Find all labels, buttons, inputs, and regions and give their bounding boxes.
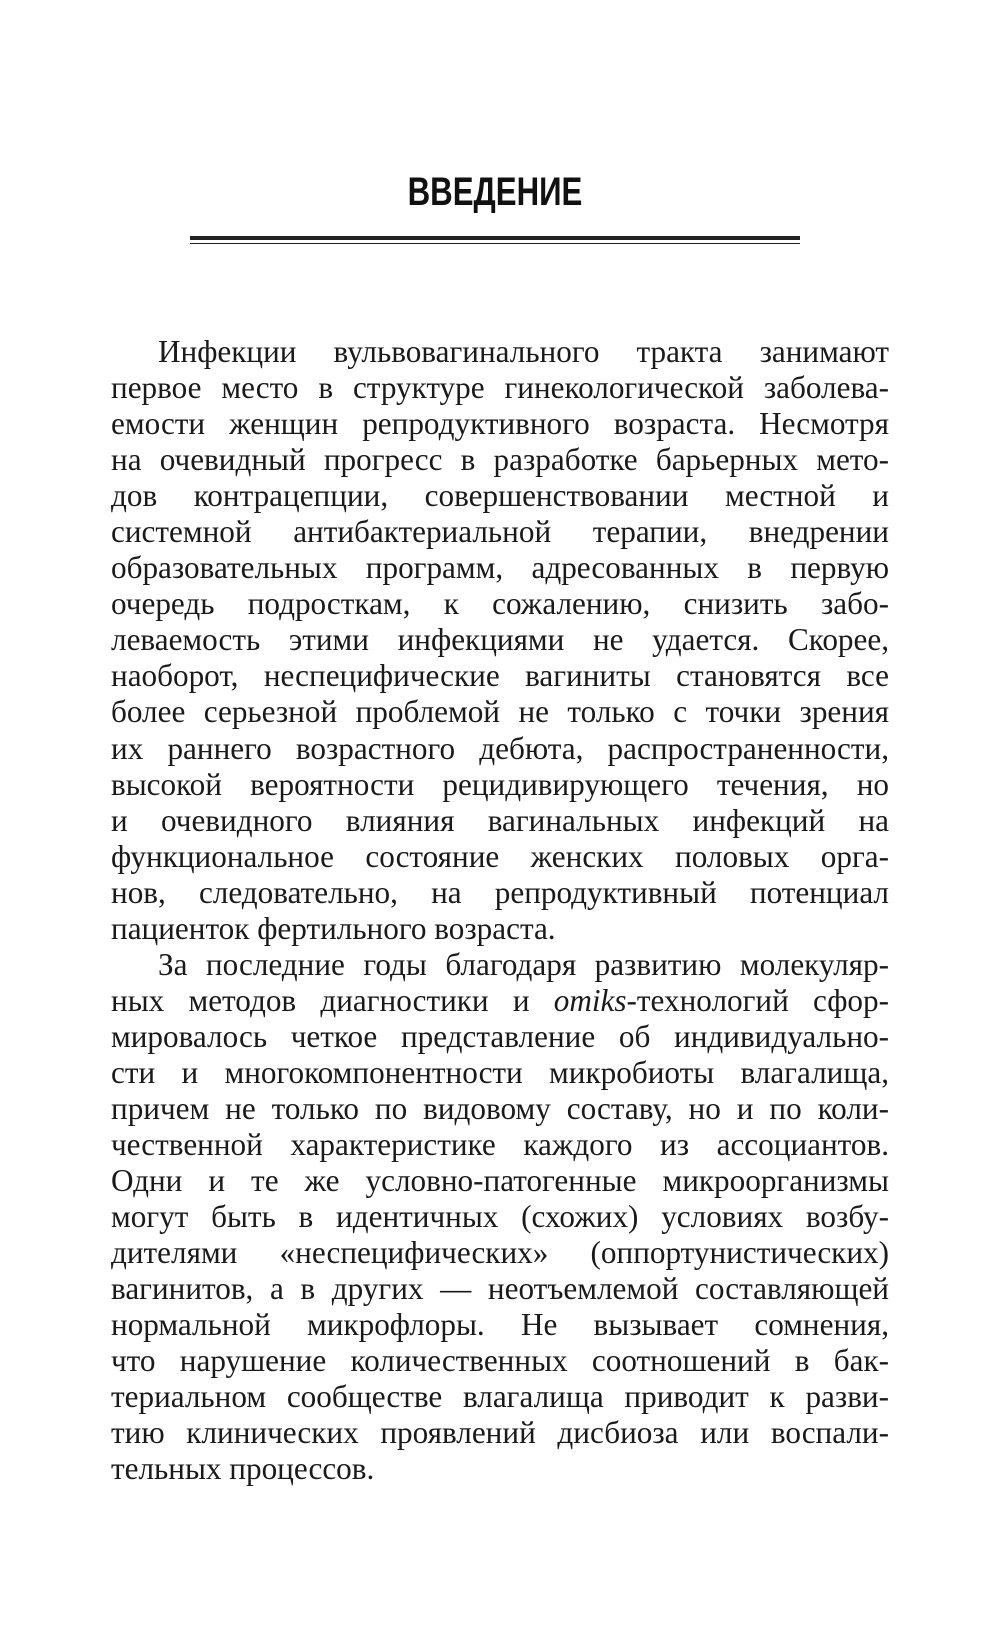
text-line: их раннего возрастного дебюта, распространенности, [111,730,889,766]
divider-thin-line [190,243,800,244]
text-line: сти и многокомпонентности микробиоты влагалища, [111,1054,889,1090]
text-line: и очевидного влияния вагинальных инфекций на [111,802,889,838]
italic-term: omiks [553,982,627,1018]
text-line: дов контрацепции, совершенствовании местной и [111,478,889,514]
text-line: мировалось четкое представление об индивидуально- [111,1018,889,1054]
text-line: Инфекции вульвовагинального тракта занимают [158,334,889,369]
paragraph-1 [111,334,889,947]
text-line: Одни и те же условно-патогенные микроорганизмы [111,1163,889,1199]
divider-thick-line [190,236,800,240]
text-line: образовательных программ, адресованных в первую [111,550,889,586]
text-line: нов, следовательно, на репродуктивный потенциал [111,874,889,910]
text-line: наоборот, неспецифические вагиниты становятся все [111,658,889,694]
text-line: леваемость этими инфекциями не удается. Скорее, [111,622,889,658]
text-line-with-italic [111,983,889,1019]
text-line: очередь подросткам, к сожалению, снизить забо- [111,586,889,622]
text-line: высокой вероятности рецидивирующего течения, но [111,766,889,802]
text-line: дителями «неспецифических» (оппортунистических) [111,1235,889,1271]
text-line: на очевидный прогресс в разработке барьерных мето- [111,442,889,478]
text-line: первое место в структуре гинекологической заболева- [111,370,889,406]
text-line: За последние годы благодаря развитию молекуляр- [158,946,889,982]
text-line: функциональное состояние женских половых орга- [111,838,889,874]
text-line: причем не только по видовому составу, но и по коли- [111,1090,889,1126]
text-line: чественной характеристике каждого из ассоциантов. [111,1127,889,1163]
text-line: емости женщин репродуктивного возраста. Несмотря [111,406,889,442]
page-title: ВВЕДЕНИЕ [407,170,583,214]
text-line: пациенток фертильного возраста. [111,910,556,946]
text-fragment: ных методов диагностики и [111,982,554,1018]
text-line: более серьезной проблемой не только с точки зрения [111,694,889,730]
text-line: что нарушение количественных соотношений в бак- [111,1343,889,1379]
text-line: тельных процессов. [111,1451,375,1487]
text-fragment: -технологий сфор- [626,982,889,1018]
paragraph-2 [111,947,889,1488]
text-line: системной антибактериальной терапии, внедрении [111,514,889,550]
text-line: вагинитов, а в других — неотъемлемой составляющей [111,1271,889,1307]
text-line: нормальной микрофлоры. Не вызывает сомнения, [111,1307,889,1343]
text-line: териальном сообществе влагалища приводит к разви- [111,1379,889,1415]
text-line: тию клинических проявлений дисбиоза или воспали- [111,1415,889,1451]
body-text [111,334,889,1488]
title-divider [190,236,800,246]
text-line: могут быть в идентичных (схожих) условиях возбу- [111,1199,889,1235]
